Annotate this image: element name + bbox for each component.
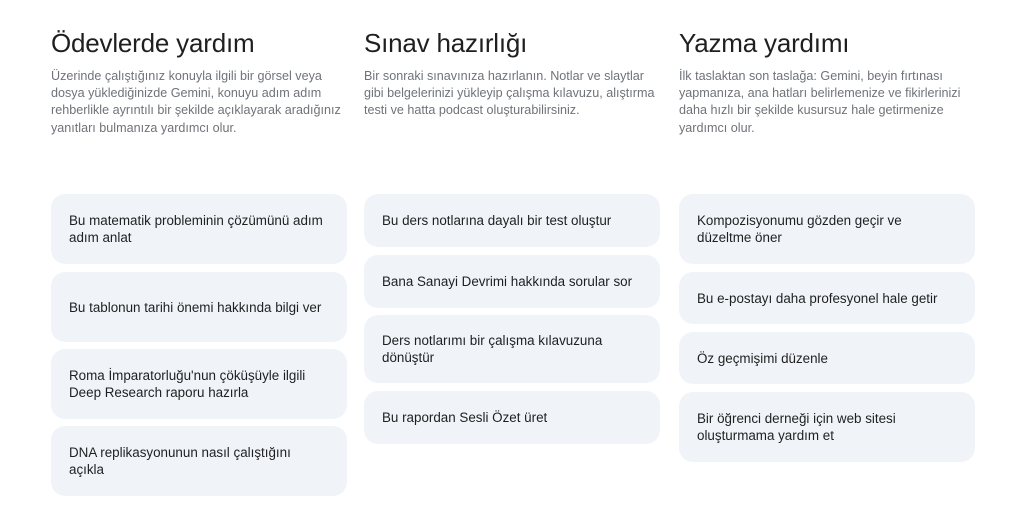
prompt-card[interactable] — [364, 255, 660, 308]
prompt-card[interactable] — [51, 194, 347, 264]
column-description: İlk taslaktan son taslağa: Gemini, beyin fırtınası yapmanıza, ana hatları belirlemenize ve fikirlerinizi daha hızlı bir şekilde kusursuz hale getirmenize yardımcı olur. — [679, 69, 961, 135]
prompt-card[interactable] — [679, 272, 975, 324]
prompt-text: Bana Sanayi Devrimi hakkında sorular sor — [382, 274, 633, 289]
prompt-text: Bu ders notlarına dayalı bir test oluştur — [382, 213, 612, 228]
prompt-card[interactable] — [51, 426, 347, 496]
prompt-card[interactable] — [679, 392, 975, 462]
prompt-card[interactable] — [51, 349, 347, 419]
prompt-text: Bu rapordan Sesli Özet üret — [382, 410, 548, 425]
prompt-card[interactable] — [679, 332, 975, 384]
prompt-text: Bu tablonun tarihi önemi hakkında bilgi ver — [69, 299, 322, 315]
prompt-text: Bir öğrenci derneği için web sitesi oluşturmama yardım et — [697, 411, 896, 443]
prompt-text: Öz geçmişimi düzenle — [697, 350, 828, 366]
column-description: Üzerinde çalıştığınız konuyla ilgili bir görsel veya dosya yüklediğinizde Gemini, konuyu adım adım rehberlikle ayrıntılı bir şekilde açıklayarak aradığınız yanıtları bulmanıza yardımcı olur. — [51, 69, 341, 135]
prompt-card[interactable] — [364, 391, 660, 444]
column-description: Bir sonraki sınavınıza hazırlanın. Notlar ve slaytlar gibi belgelerinizi yükleyip çalışma kılavuzu, alıştırma testi ve hatta podcast oluşturabilirsiniz. — [364, 69, 655, 118]
column-title: Sınav hazırlığı — [364, 28, 528, 58]
prompt-card[interactable] — [679, 194, 975, 264]
column-title: Ödevlerde yardım — [51, 28, 255, 58]
prompt-text: DNA replikasyonunun nasıl çalıştığını açıkla — [69, 445, 291, 477]
column-title: Yazma yardımı — [679, 28, 850, 58]
prompt-text: Roma İmparatorluğu'nun çöküşüyle ilgili Deep Research raporu hazırla — [69, 368, 306, 400]
prompt-text: Ders notlarımı bir çalışma kılavuzuna dönüştür — [382, 333, 603, 365]
prompt-text: Bu e-postayı daha profesyonel hale getir — [697, 290, 938, 306]
prompt-text: Bu matematik probleminin çözümünü adım adım anlat — [69, 213, 323, 245]
prompt-card[interactable] — [51, 272, 347, 342]
prompt-text: Kompozisyonumu gözden geçir ve düzeltme öner — [697, 213, 902, 245]
prompt-card[interactable] — [364, 315, 660, 383]
prompt-card[interactable] — [364, 194, 660, 247]
